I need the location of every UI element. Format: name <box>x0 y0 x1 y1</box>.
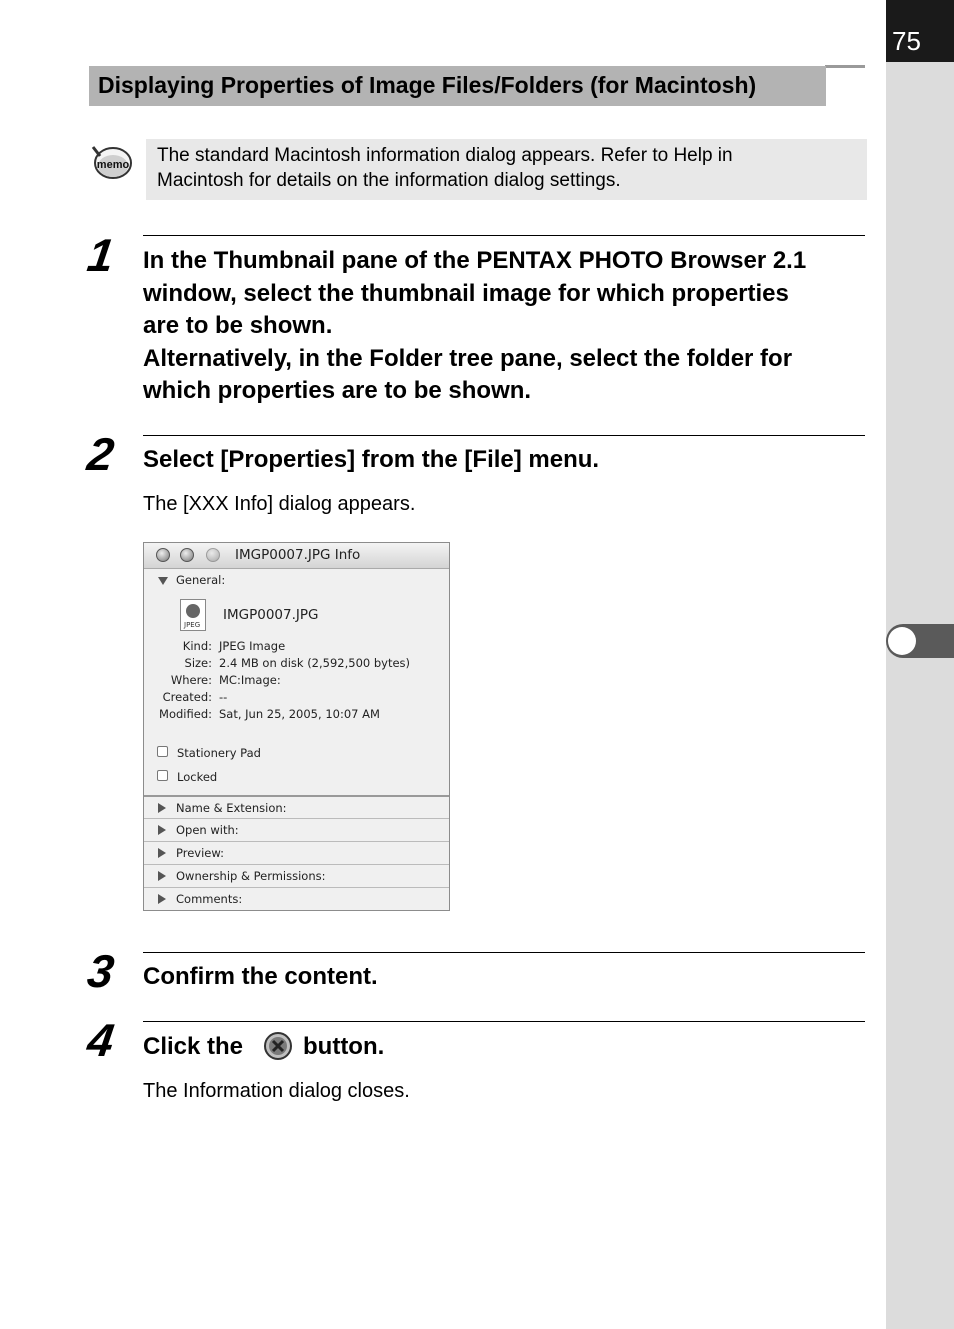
section-label: Ownership & Permissions: <box>176 869 326 883</box>
locked-checkbox[interactable] <box>157 770 168 781</box>
section-label: Name & Extension: <box>176 801 287 815</box>
step-2-number: 2 <box>84 428 116 480</box>
general-label: General: <box>176 573 226 587</box>
file-name: IMGP0007.JPG <box>223 607 319 623</box>
field-label-size: Size: <box>184 656 212 670</box>
step-2-note: The [XXX Info] dialog appears. <box>143 493 416 515</box>
memo-icon <box>88 142 134 182</box>
step-1-line-5: which properties are to be shown. <box>143 377 532 404</box>
step-4-text-after: button. <box>303 1033 385 1060</box>
step-1-line-2: window, select the thumbnail image for which properties <box>143 279 789 307</box>
section-name-extension[interactable] <box>144 795 449 819</box>
memo-box <box>146 139 867 200</box>
step-1-number: 1 <box>84 229 116 281</box>
disclosure-triangle-icon <box>158 848 166 858</box>
disclosure-triangle-icon <box>158 825 166 835</box>
step-2-text: Select [Properties] from the [File] menu. <box>143 446 600 473</box>
section-open-with[interactable] <box>144 818 449 841</box>
close-window-icon[interactable] <box>156 548 170 562</box>
info-dialog <box>143 542 450 911</box>
zoom-window-icon <box>206 548 220 562</box>
field-label-where: Where: <box>170 673 212 687</box>
section-label: Preview: <box>176 846 225 860</box>
section-title: Displaying Properties of Image Files/Folders (for Macintosh) <box>89 66 826 106</box>
section-label: Open with: <box>176 823 239 837</box>
file-icon-label: JPEG <box>184 621 201 629</box>
step-1-text <box>143 245 868 408</box>
field-value-kind: JPEG Image <box>219 639 286 653</box>
close-circle-icon <box>263 1031 293 1061</box>
minimize-window-icon[interactable] <box>180 548 194 562</box>
step-4-text-before: Click the <box>143 1033 244 1060</box>
step-1-line-3: are to be shown. <box>143 312 333 339</box>
step-1-rule <box>143 235 865 236</box>
memo-icon-label: memo <box>96 159 130 171</box>
step-4-number: 4 <box>84 1014 116 1066</box>
jpeg-file-icon <box>180 599 206 631</box>
section-ownership-permissions[interactable] <box>144 864 449 887</box>
chapter-tab-marker <box>888 627 916 655</box>
locked-label: Locked <box>177 770 218 784</box>
step-3-text: Confirm the content. <box>143 963 378 990</box>
step-4-rule <box>143 1021 865 1022</box>
field-value-modified: Sat, Jun 25, 2005, 10:07 AM <box>219 707 380 721</box>
field-value-created: -- <box>219 690 228 704</box>
step-3-number: 3 <box>84 945 116 997</box>
step-1-line-4: Alternatively, in the Folder tree pane, select the folder for <box>143 344 793 372</box>
section-rule <box>825 65 865 68</box>
field-value-size: 2.4 MB on disk (2,592,500 bytes) <box>219 656 411 670</box>
dialog-titlebar[interactable] <box>144 543 449 569</box>
disclosure-triangle-icon <box>158 894 166 904</box>
dialog-title: IMGP0007.JPG Info <box>235 547 361 563</box>
field-label-kind: Kind: <box>182 639 212 653</box>
step-4-note: The Information dialog closes. <box>143 1080 410 1102</box>
chapter-sidebar <box>886 0 954 1329</box>
general-disclosure-icon[interactable] <box>158 577 168 585</box>
section-label: Comments: <box>176 892 243 906</box>
field-label-created: Created: <box>162 690 212 704</box>
step-2-rule <box>143 435 865 436</box>
stationery-pad-checkbox[interactable] <box>157 746 168 757</box>
memo-line-1: The standard Macintosh information dialog appears. Refer to Help in <box>157 145 733 166</box>
disclosure-triangle-icon <box>158 871 166 881</box>
step-1-line-1: In the Thumbnail pane of the PENTAX PHOTO Browser 2.1 <box>143 247 807 274</box>
memo-line-2: Macintosh for details on the information dialog settings. <box>157 170 621 191</box>
section-comments[interactable] <box>144 887 449 910</box>
section-preview[interactable] <box>144 841 449 864</box>
page-number: 75 <box>886 0 954 62</box>
step-3-rule <box>143 952 865 953</box>
stationery-pad-label: Stationery Pad <box>177 746 261 760</box>
disclosure-triangle-icon <box>158 803 166 813</box>
field-value-where: MC:Image: <box>219 673 281 687</box>
field-label-modified: Modified: <box>159 707 212 721</box>
